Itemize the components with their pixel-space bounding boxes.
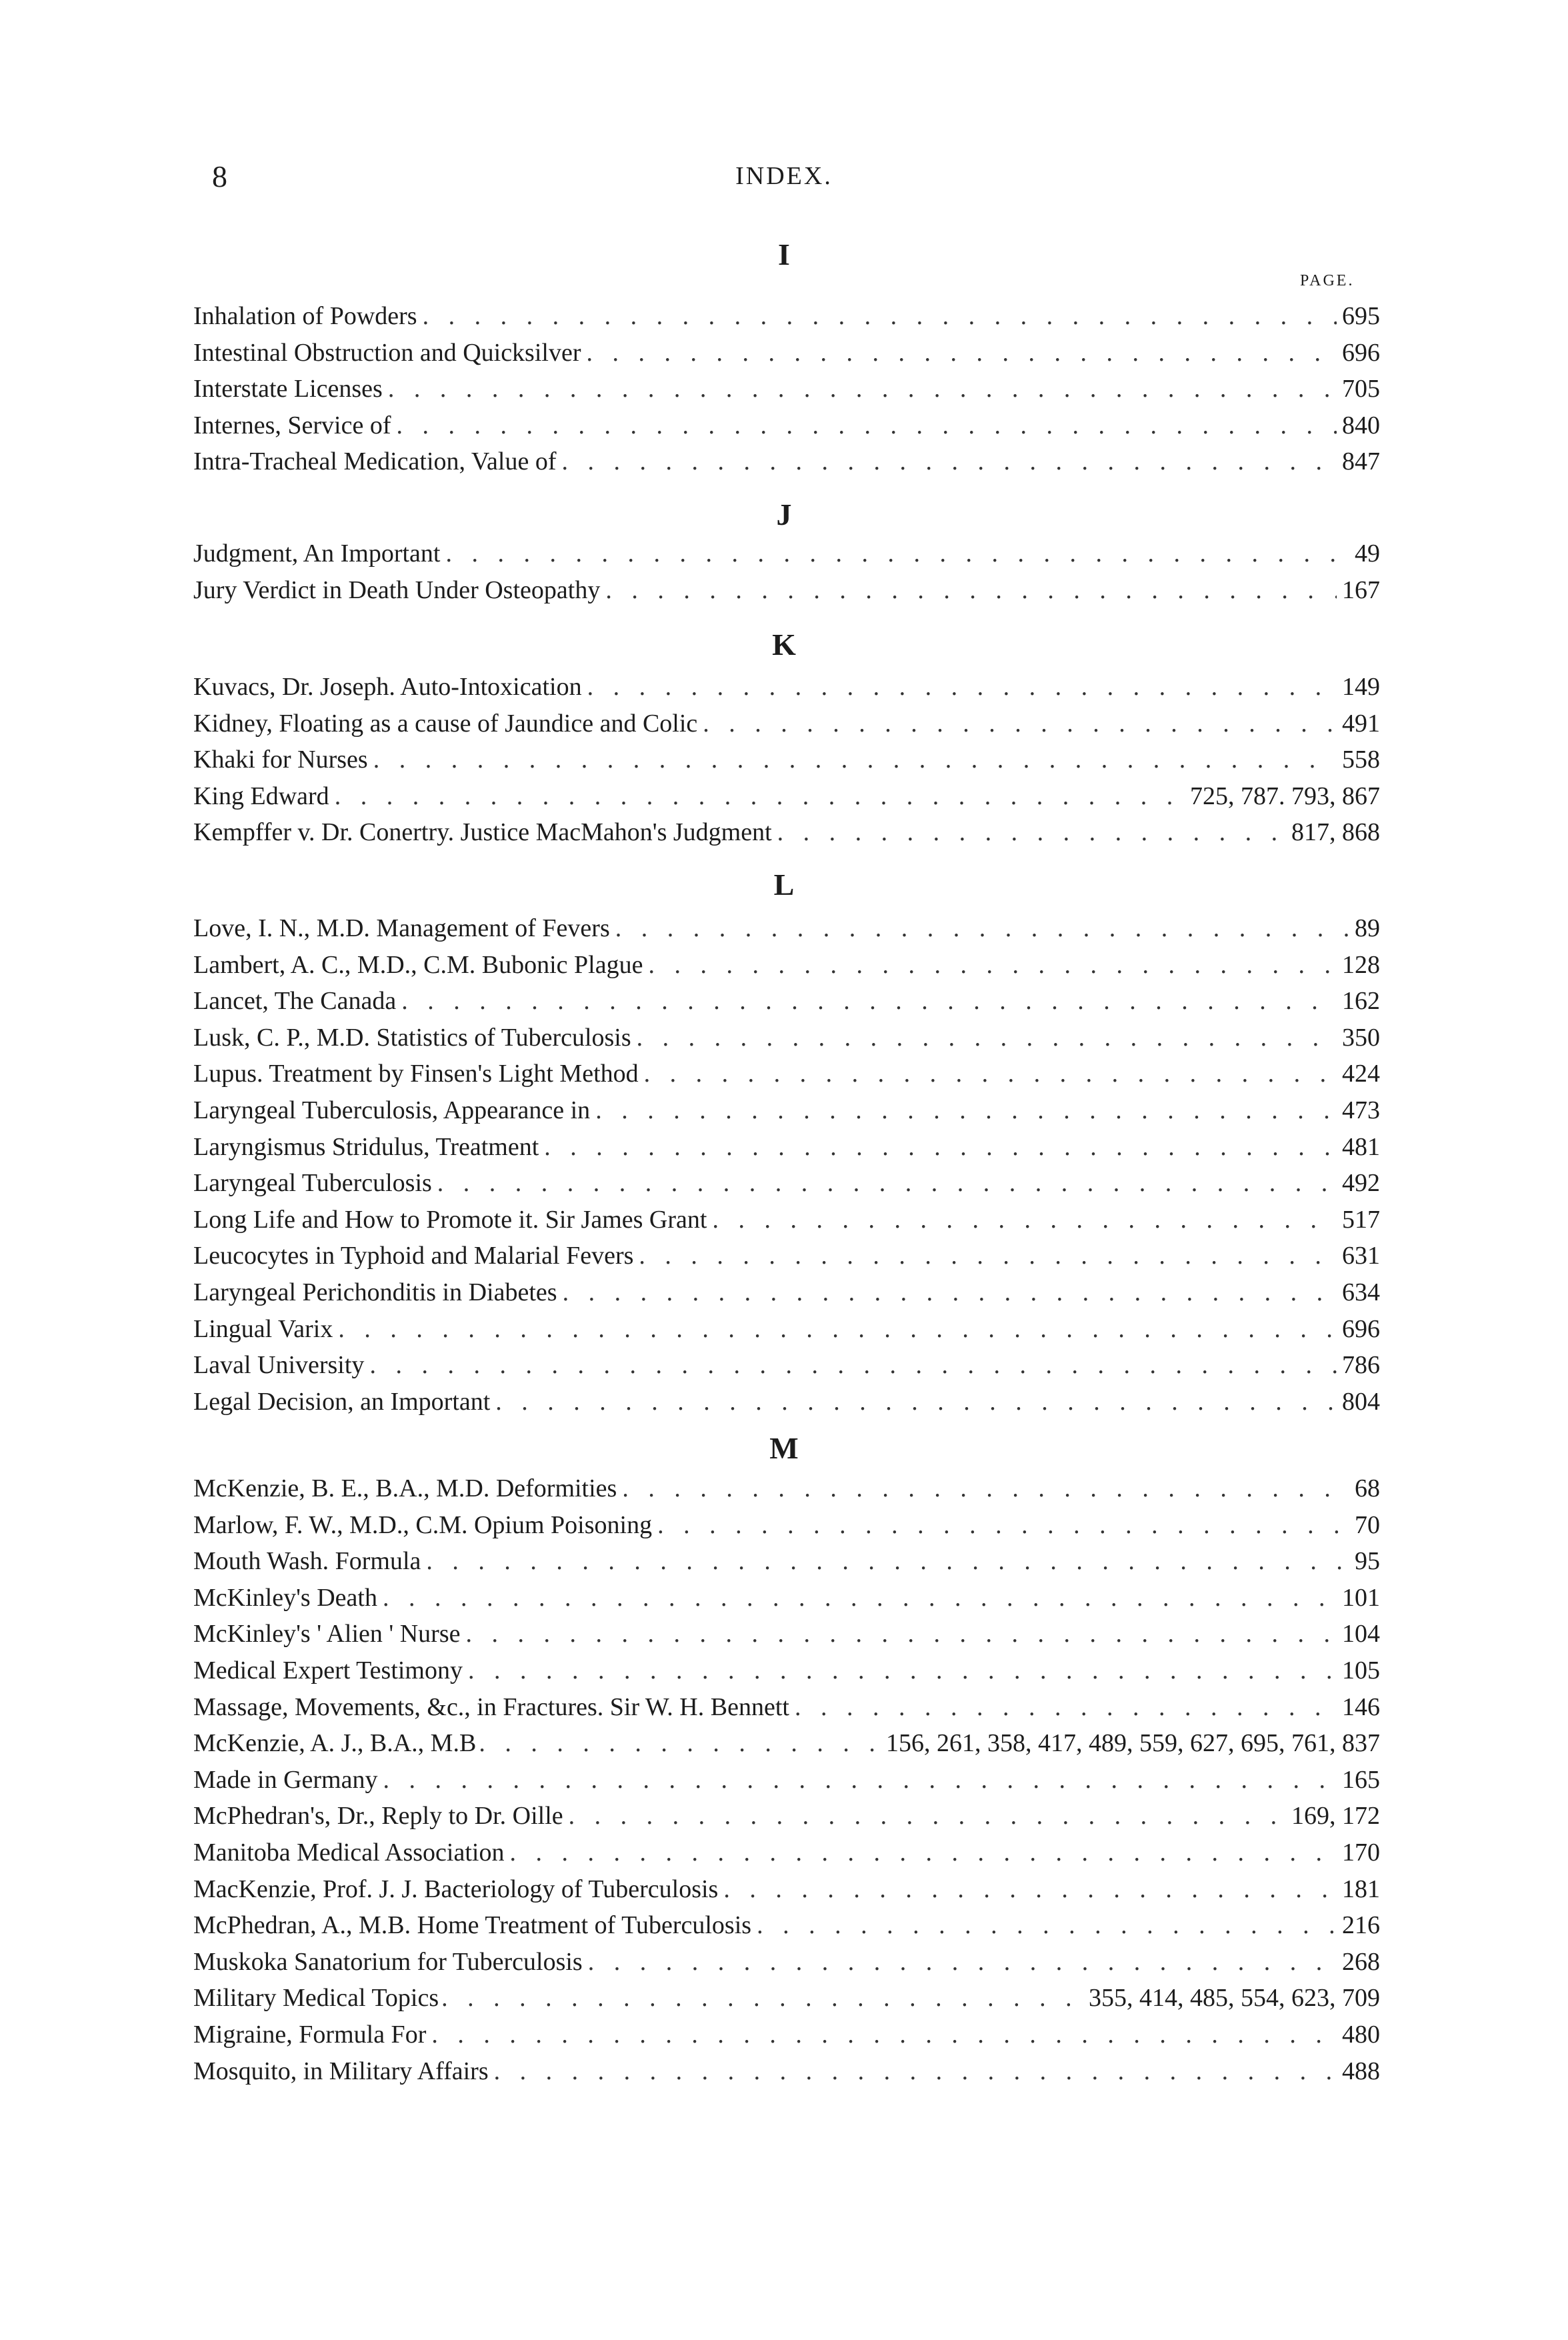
entry-title: Lupus. Treatment by Finsen's Light Method [193, 1060, 639, 1088]
entry-title: Intra-Tracheal Medication, Value of [193, 447, 557, 476]
entry-title: McKinley's Death [193, 1583, 377, 1612]
entry-pages: 492 [1342, 1169, 1380, 1198]
index-entry [193, 1205, 1380, 1240]
dot-leader [605, 575, 1337, 605]
entry-pages: 216 [1342, 1911, 1380, 1940]
dot-leader [431, 2020, 1337, 2049]
entry-pages: 488 [1342, 2057, 1380, 2085]
index-entry [193, 1314, 1380, 1349]
dot-leader [423, 301, 1337, 331]
running-title: INDEX. [735, 162, 833, 190]
dot-leader [588, 1947, 1337, 1977]
index-entry [193, 914, 1380, 948]
entry-pages: 786 [1342, 1351, 1380, 1380]
dot-leader [373, 745, 1337, 774]
entry-title: Internes, Service of [193, 411, 391, 439]
dot-leader [397, 411, 1337, 440]
entry-title: Laryngeal Tuberculosis [193, 1169, 432, 1198]
dot-leader [644, 1059, 1337, 1088]
entry-pages: 101 [1342, 1583, 1380, 1612]
dot-leader [563, 1278, 1337, 1307]
index-entry [193, 1728, 1380, 1763]
entry-pages: 128 [1342, 950, 1380, 979]
entry-title: Khaki for Nurses [193, 746, 368, 774]
entry-title: McKenzie, A. J., B.A., M.B [193, 1729, 477, 1758]
index-entry [193, 745, 1380, 780]
dot-leader [587, 672, 1337, 702]
dot-leader [622, 1474, 1349, 1503]
entry-title: Laryngeal Perichonditis in Diabetes [193, 1278, 557, 1306]
entry-title: Made in Germany [193, 1765, 378, 1794]
dot-leader [723, 1875, 1337, 1904]
section-letter-l: L [773, 868, 795, 902]
entry-title: Kidney, Floating as a cause of Jaundice and Colic [193, 709, 698, 738]
dot-leader [383, 1583, 1337, 1612]
index-entry [193, 1546, 1380, 1581]
index-entry [193, 1656, 1380, 1690]
index-entry [193, 1692, 1380, 1727]
index-entry [193, 1474, 1380, 1508]
entry-pages: 480 [1342, 2021, 1380, 2049]
entry-pages: 705 [1342, 375, 1380, 403]
index-entry [193, 818, 1380, 852]
dot-leader [703, 709, 1337, 738]
entry-title: Laval University [193, 1351, 365, 1380]
entry-title: Marlow, F. W., M.D., C.M. Opium Poisoning [193, 1510, 653, 1539]
entry-pages: 424 [1342, 1060, 1380, 1088]
dot-leader [388, 374, 1337, 403]
entry-pages: 167 [1342, 575, 1380, 604]
index-entry [193, 2020, 1380, 2055]
index-entry [193, 782, 1380, 816]
entry-pages: 156, 261, 358, 417, 489, 559, 627, 695, 761, 837 [886, 1729, 1380, 1758]
entry-pages: 725, 787. 793, 867 [1190, 782, 1380, 810]
dot-leader [383, 1765, 1337, 1795]
entry-title: Intestinal Obstruction and Quicksilver [193, 338, 581, 367]
entry-pages: 162 [1342, 987, 1380, 1016]
entry-pages: 634 [1342, 1278, 1380, 1306]
entry-title: McKenzie, B. E., B.A., M.D. Deformities [193, 1474, 617, 1502]
section-letter-j: J [776, 497, 792, 531]
section-letter-k: K [772, 628, 796, 662]
index-entry [193, 1350, 1380, 1385]
dot-leader [595, 1096, 1337, 1125]
index-entry [193, 374, 1380, 409]
entry-pages: 696 [1342, 338, 1380, 367]
entry-title: Lambert, A. C., M.D., C.M. Bubonic Plague [193, 950, 643, 979]
index-entry [193, 1241, 1380, 1276]
entry-pages: 847 [1342, 447, 1380, 476]
index-entry [193, 1801, 1380, 1836]
index-entry [193, 709, 1380, 744]
dot-leader [712, 1205, 1337, 1234]
dot-leader [445, 539, 1349, 568]
entry-title: Kuvacs, Dr. Joseph. Auto-Intoxication [193, 673, 582, 701]
entry-title: Long Life and How to Promote it. Sir James Grant [193, 1205, 707, 1234]
index-entry [193, 301, 1380, 336]
index-entry [193, 1983, 1380, 2018]
index-entry [193, 1765, 1380, 1800]
index-entry [193, 1023, 1380, 1058]
entry-title: Manitoba Medical Association [193, 1839, 505, 1867]
index-entry [193, 1583, 1380, 1618]
index-entry [193, 1619, 1380, 1654]
entry-pages: 146 [1342, 1692, 1380, 1721]
dot-leader [509, 1838, 1337, 1867]
entry-title: Mosquito, in Military Affairs [193, 2057, 489, 2085]
index-entry [193, 2057, 1380, 2091]
dot-leader [648, 950, 1337, 980]
index-entry [193, 1510, 1380, 1545]
entry-title: McPhedran's, Dr., Reply to Dr. Oille [193, 1802, 563, 1831]
section-letter-m: M [769, 1431, 799, 1465]
section-letter-i: I [778, 237, 790, 271]
dot-leader [637, 1023, 1337, 1052]
entry-pages: 105 [1342, 1656, 1380, 1684]
entry-title: King Edward [193, 782, 329, 810]
entry-title: Jury Verdict in Death Under Osteopathy [193, 575, 601, 604]
entry-title: Inhalation of Powders [193, 302, 417, 330]
entry-pages: 804 [1342, 1387, 1380, 1416]
index-entry [193, 447, 1380, 481]
entry-pages: 631 [1342, 1242, 1380, 1270]
entry-pages: 817, 868 [1291, 818, 1380, 847]
index-entry [193, 1947, 1380, 1982]
entry-pages: 89 [1355, 914, 1380, 942]
page-number: 8 [212, 159, 227, 193]
dot-leader [426, 1546, 1349, 1576]
dot-leader [757, 1911, 1337, 1940]
entry-pages: 517 [1342, 1205, 1380, 1234]
entry-pages: 840 [1342, 411, 1380, 439]
dot-leader [437, 1168, 1337, 1198]
entry-pages: 268 [1342, 1947, 1380, 1976]
dot-leader [795, 1692, 1337, 1722]
index-entry [193, 672, 1380, 707]
entry-title: Love, I. N., M.D. Management of Fevers [193, 914, 610, 942]
index-entry [193, 1911, 1380, 1945]
index-entry [193, 986, 1380, 1021]
entry-title: Medical Expert Testimony [193, 1656, 463, 1684]
entry-title: McPhedran, A., M.B. Home Treatment of Tuberculosis [193, 1911, 752, 1940]
dot-leader [562, 447, 1337, 476]
entry-title: Laryngismus Stridulus, Treatment [193, 1132, 539, 1161]
entry-pages: 169, 172 [1291, 1802, 1380, 1831]
entry-title: MacKenzie, Prof. J. J. Bacteriology of Tuberculosis [193, 1875, 719, 1903]
entry-pages: 181 [1342, 1875, 1380, 1903]
dot-leader [401, 986, 1337, 1016]
entry-title: Kempffer v. Dr. Conertry. Justice MacMahon's Judgment [193, 818, 772, 847]
dot-leader [369, 1350, 1337, 1380]
entry-title: McKinley's ' Alien ' Nurse [193, 1620, 461, 1648]
entry-title: Judgment, An Important [193, 539, 441, 567]
entry-title: Migraine, Formula For [193, 2021, 427, 2049]
entry-pages: 68 [1355, 1474, 1380, 1502]
index-entry [193, 1387, 1380, 1422]
entry-title: Lancet, The Canada [193, 987, 397, 1016]
entry-pages: 491 [1342, 709, 1380, 738]
dot-leader [615, 914, 1349, 943]
index-entry [193, 411, 1380, 445]
page-header [0, 159, 1568, 205]
page-column-heading: PAGE. [1300, 272, 1355, 289]
dot-leader [495, 1387, 1337, 1416]
entry-pages: 170 [1342, 1839, 1380, 1867]
entry-title: Lusk, C. P., M.D. Statistics of Tuberculosis [193, 1023, 631, 1052]
dot-leader [639, 1241, 1337, 1270]
entry-title: Laryngeal Tuberculosis, Appearance in [193, 1096, 591, 1124]
entry-pages: 149 [1342, 673, 1380, 701]
entry-pages: 49 [1355, 539, 1380, 567]
index-entry [193, 1168, 1380, 1203]
dot-leader [338, 1314, 1337, 1344]
entry-title: Lingual Varix [193, 1314, 333, 1343]
dot-leader [569, 1801, 1286, 1831]
index-entry [193, 539, 1380, 573]
entry-pages: 95 [1355, 1547, 1380, 1576]
dot-leader [335, 782, 1185, 811]
entry-pages: 696 [1342, 1314, 1380, 1343]
index-entry [193, 1278, 1380, 1312]
entry-title: Legal Decision, an Important [193, 1387, 491, 1416]
index-entry [193, 1132, 1380, 1167]
entry-title: Leucocytes in Typhoid and Malarial Fevers [193, 1242, 634, 1270]
index-entry [193, 1059, 1380, 1094]
entry-pages: 558 [1342, 746, 1380, 774]
entry-title: Military Medical Topics [193, 1984, 439, 2013]
entry-title: Interstate Licenses [193, 375, 383, 403]
dot-leader [479, 1728, 883, 1758]
index-entry [193, 1875, 1380, 1909]
dot-leader [544, 1132, 1337, 1162]
entry-title: Mouth Wash. Formula [193, 1547, 421, 1576]
entry-title: Massage, Movements, &c., in Fractures. Sir W. H. Bennett [193, 1692, 789, 1721]
entry-pages: 165 [1342, 1765, 1380, 1794]
dot-leader [494, 2057, 1337, 2086]
index-entry [193, 1096, 1380, 1130]
entry-pages: 350 [1342, 1023, 1380, 1052]
entry-title: Muskoka Sanatorium for Tuberculosis [193, 1947, 583, 1976]
dot-leader [441, 1983, 1086, 2013]
index-entry [193, 950, 1380, 985]
entry-pages: 481 [1342, 1132, 1380, 1161]
dot-leader [587, 338, 1337, 367]
entry-pages: 695 [1342, 302, 1380, 330]
entry-pages: 473 [1342, 1096, 1380, 1124]
dot-leader [468, 1656, 1337, 1685]
entry-pages: 70 [1355, 1510, 1380, 1539]
entry-pages: 104 [1342, 1620, 1380, 1648]
dot-leader [465, 1619, 1337, 1648]
index-entry [193, 1838, 1380, 1873]
dot-leader [657, 1510, 1349, 1540]
index-entry [193, 338, 1380, 373]
dot-leader [777, 818, 1286, 847]
index-entry [193, 575, 1380, 610]
entry-pages: 355, 414, 485, 554, 623, 709 [1089, 1984, 1380, 2013]
